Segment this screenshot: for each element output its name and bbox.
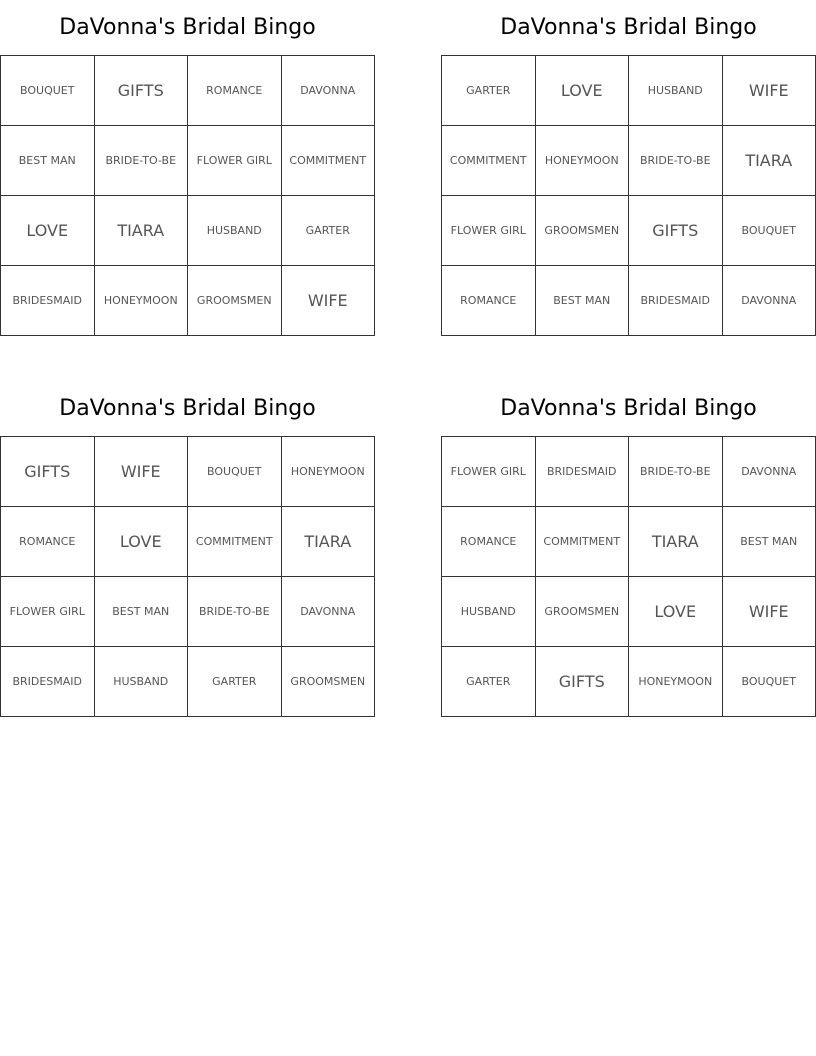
card-title: DaVonna's Bridal Bingo [59,15,316,40]
bingo-cell: GROOMSMEN [536,577,630,647]
bingo-cell: HONEYMOON [95,266,189,336]
bingo-cell: DAVONNA [723,437,816,507]
bingo-cell: BRIDESMAID [536,437,630,507]
bingo-cell: ROMANCE [1,507,95,577]
bingo-cell: HUSBAND [629,56,723,126]
bingo-cell: FLOWER GIRL [1,577,95,647]
bingo-cell: HUSBAND [442,577,536,647]
bingo-cell: LOVE [95,507,189,577]
bingo-cell: COMMITMENT [188,507,282,577]
bingo-cell: BEST MAN [723,507,816,577]
bingo-grid [0,55,375,336]
bingo-cell: BRIDE-TO-BE [629,437,723,507]
bingo-cell: GIFTS [536,647,630,717]
bingo-cell: LOVE [536,56,630,126]
card-title: DaVonna's Bridal Bingo [59,396,316,421]
bingo-cell: TIARA [723,126,816,196]
bingo-cell: LOVE [1,196,95,266]
bingo-cell: TIARA [629,507,723,577]
bingo-cell: WIFE [95,437,189,507]
bingo-cell: FLOWER GIRL [442,196,536,266]
bingo-cell: GIFTS [1,437,95,507]
bingo-cell: ROMANCE [442,266,536,336]
bingo-cell: WIFE [282,266,376,336]
bingo-cell: COMMITMENT [442,126,536,196]
bingo-cell: GIFTS [629,196,723,266]
bingo-cell: FLOWER GIRL [442,437,536,507]
bingo-cell: BEST MAN [536,266,630,336]
bingo-cell: ROMANCE [442,507,536,577]
bingo-card [441,381,816,717]
bingo-cell: BOUQUET [723,196,816,266]
bingo-cell: WIFE [723,577,816,647]
bingo-card [0,0,375,336]
bingo-cell: DAVONNA [723,266,816,336]
bingo-cell: HUSBAND [95,647,189,717]
bingo-cell: ROMANCE [188,56,282,126]
bingo-cell: FLOWER GIRL [188,126,282,196]
bingo-cell: TIARA [282,507,376,577]
bingo-cell: HONEYMOON [629,647,723,717]
bingo-grid [0,436,375,717]
bingo-cell: BOUQUET [1,56,95,126]
bingo-cell: BRIDE-TO-BE [188,577,282,647]
bingo-cell: BRIDESMAID [1,266,95,336]
card-title: DaVonna's Bridal Bingo [500,396,757,421]
bingo-cell: GARTER [188,647,282,717]
bingo-cell: GARTER [442,647,536,717]
bingo-cell: BEST MAN [1,126,95,196]
bingo-cell: GROOMSMEN [536,196,630,266]
bingo-cell: COMMITMENT [536,507,630,577]
bingo-cell: GROOMSMEN [282,647,376,717]
bingo-card [0,381,375,717]
bingo-cell: GARTER [282,196,376,266]
bingo-cell: BOUQUET [723,647,816,717]
bingo-cell: BEST MAN [95,577,189,647]
bingo-cell: HUSBAND [188,196,282,266]
bingo-cell: GROOMSMEN [188,266,282,336]
bingo-cell: HONEYMOON [282,437,376,507]
bingo-cell: BRIDESMAID [1,647,95,717]
bingo-cell: BRIDESMAID [629,266,723,336]
bingo-cell: BRIDE-TO-BE [629,126,723,196]
card-title: DaVonna's Bridal Bingo [500,15,757,40]
bingo-cell: COMMITMENT [282,126,376,196]
bingo-grid [441,436,816,717]
bingo-cell: WIFE [723,56,816,126]
bingo-cell: GARTER [442,56,536,126]
bingo-cell: LOVE [629,577,723,647]
bingo-cell: DAVONNA [282,577,376,647]
bingo-cell: GIFTS [95,56,189,126]
bingo-cell: TIARA [95,196,189,266]
bingo-cell: DAVONNA [282,56,376,126]
bingo-card [441,0,816,336]
bingo-cell: BRIDE-TO-BE [95,126,189,196]
bingo-cell: HONEYMOON [536,126,630,196]
bingo-cell: BOUQUET [188,437,282,507]
bingo-grid [441,55,816,336]
